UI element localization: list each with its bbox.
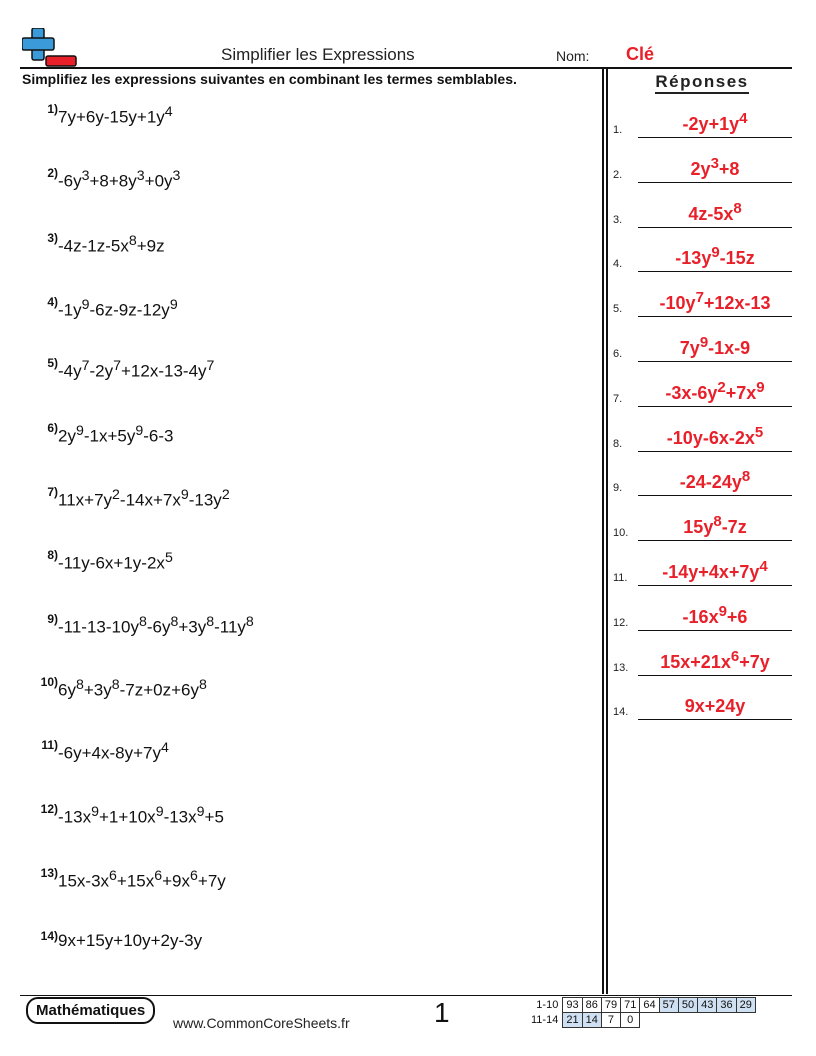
answer-number: 11.	[613, 572, 628, 584]
answer-line	[638, 540, 792, 541]
answer-expression: $-14y+4x+7y^4$	[662, 558, 768, 582]
score-cell: 0	[621, 1013, 640, 1028]
score-row-label: 1-10	[536, 999, 559, 1011]
score-cell: 79	[601, 998, 620, 1013]
answer-item	[613, 646, 792, 676]
problem-number: 8)	[47, 548, 58, 562]
subject-badge: Mathématiques	[26, 997, 155, 1024]
score-cell: 43	[698, 998, 717, 1013]
score-cell: 93	[563, 998, 582, 1013]
answer-number: 10.	[613, 527, 629, 540]
answer-number: 7.	[613, 392, 623, 405]
instructions: Simplifiez les expressions suivantes en combinant les termes semblables.	[22, 71, 517, 87]
answer-item	[613, 556, 792, 586]
answer-expression: 9x+24y	[684, 696, 746, 717]
name-label: Nom:	[556, 48, 590, 64]
answer-expression: $4z-5x^8$	[688, 199, 742, 224]
answer-number: 8.	[613, 437, 623, 450]
problem-expression: $-11-13-10y^8-6y^8+3y^8-11y^8$	[58, 614, 254, 637]
problem-number: 13)	[40, 866, 58, 880]
answer-expression: $-10y^7+12x-13$	[659, 289, 771, 314]
answer-item	[613, 377, 792, 407]
answer-line	[638, 451, 792, 452]
column-divider	[602, 68, 604, 994]
answer-number: 14.	[613, 706, 629, 719]
answer-expression: $-16x^9+6$	[682, 602, 748, 627]
score-cell: 64	[640, 998, 659, 1013]
score-cell: 36	[717, 998, 736, 1013]
problem-expression: $-4y^7-2y^7+12x-13-4y^7$	[58, 358, 215, 381]
answer-number: 9.	[613, 482, 623, 495]
answer-item	[613, 108, 792, 138]
problem-expression: $-13x^9+1+10x^9-13x^9+5$	[58, 804, 224, 827]
score-cell: 86	[582, 998, 601, 1013]
score-cell: 21	[563, 1013, 582, 1028]
answer-item	[613, 690, 792, 720]
score-row	[528, 998, 755, 1013]
answer-expression: $-10y-6x-2x^5$	[666, 423, 764, 448]
score-cell: 29	[736, 998, 755, 1013]
problem-number: 6)	[47, 421, 58, 435]
problem-number: 9)	[47, 612, 58, 626]
problem-number: 10)	[40, 675, 58, 689]
problem-number: 7)	[47, 485, 58, 499]
footer-rule	[20, 995, 792, 996]
problem-expression: $7y+6y-15y+1y^4$	[58, 104, 173, 127]
problem-expression: $-6y^3+8+8y^3+0y^3$	[58, 168, 181, 191]
answer-expression: $-2y+1y^4$	[682, 110, 748, 134]
problem-number: 5)	[47, 356, 58, 370]
answer-line	[638, 271, 792, 272]
answer-expression: $-24-24y^8$	[679, 468, 751, 493]
problem-expression: $15x-3x^6+15x^6+9x^6+7y$	[58, 868, 226, 891]
answer-number: 2.	[613, 168, 623, 181]
column-divider	[606, 68, 608, 994]
answer-item	[613, 242, 792, 272]
problem-expression: 9x+15y+10y+2y-3y	[58, 931, 203, 950]
page-number: 1	[434, 997, 450, 1028]
score-cell: 7	[601, 1013, 620, 1028]
score-table	[528, 997, 756, 1028]
answer-number: 1.	[613, 124, 623, 136]
answer-line	[638, 316, 792, 317]
problem-expression: $-11y-6x+1y-2x^5$	[58, 550, 173, 573]
answer-expression: $-3x-6y^2+7x^9$	[665, 378, 765, 403]
score-cell: 71	[621, 998, 640, 1013]
site-url: www.CommonCoreSheets.fr	[173, 1015, 350, 1031]
answer-item	[613, 153, 792, 183]
score-row-label: 11-14	[531, 1014, 559, 1026]
problem-number: 11)	[41, 738, 58, 752]
problem-expression: $-1y^9-6z-9z-12y^9$	[58, 297, 178, 320]
problem-expression: $11x+7y^2-14x+7x^9-13y^2$	[58, 487, 230, 510]
answer-item	[613, 601, 792, 631]
answer-number: 3.	[613, 213, 623, 226]
answer-number: 6.	[613, 348, 623, 360]
problem-number: 12)	[40, 802, 58, 816]
score-cell: 57	[659, 998, 678, 1013]
answer-expression: $15y^8-7z$	[683, 513, 747, 538]
answer-line	[638, 227, 792, 228]
answer-number: 5.	[613, 303, 623, 316]
answer-line	[638, 495, 792, 496]
header-rule	[20, 67, 792, 69]
answer-line	[638, 406, 792, 407]
answer-line	[638, 182, 792, 183]
answer-line	[638, 137, 792, 138]
answer-line	[638, 630, 792, 631]
problem-expression: $-6y+4x-8y+7y^4$	[58, 740, 169, 763]
problem-expression: $6y^8+3y^8-7z+0z+6y^8$	[58, 677, 207, 700]
answer-item	[613, 287, 792, 317]
problem-number: 14)	[40, 929, 58, 943]
answer-line	[638, 719, 792, 720]
answer-item	[613, 422, 792, 452]
answer-expression: $2y^3+8$	[690, 154, 740, 179]
answers-title: Réponses	[612, 72, 792, 92]
page-title: Simplifier les Expressions	[221, 45, 415, 64]
answer-item	[613, 466, 792, 496]
answer-line	[638, 361, 792, 362]
problem-number: 1)	[47, 102, 58, 116]
answer-item	[613, 198, 792, 228]
name-value: Clé	[626, 44, 655, 64]
problem-number: 3)	[47, 231, 58, 245]
problem-expression: $2y^9-1x+5y^9-6-3$	[58, 423, 174, 446]
answer-expression: $-13y^9-15z$	[675, 244, 755, 269]
score-cell: 50	[678, 998, 697, 1013]
problem-number: 4)	[47, 295, 58, 309]
answer-item	[613, 511, 792, 541]
answer-number: 4.	[613, 258, 623, 271]
score-cell: 14	[582, 1013, 601, 1028]
answer-expression: $7y^9-1x-9$	[679, 334, 751, 358]
problem-expression: $-4z-1z-5x^8+9z$	[58, 233, 165, 256]
plus-minus-logo-icon	[22, 28, 78, 70]
score-row	[528, 1013, 755, 1028]
answer-expression: $15x+21x^6+7y$	[660, 647, 770, 672]
answer-number: 12.	[613, 616, 629, 629]
problem-number: 2)	[47, 166, 58, 180]
answer-number: 13.	[613, 661, 629, 674]
answer-line	[638, 585, 792, 586]
answer-line	[638, 675, 792, 676]
answer-item	[613, 332, 792, 362]
